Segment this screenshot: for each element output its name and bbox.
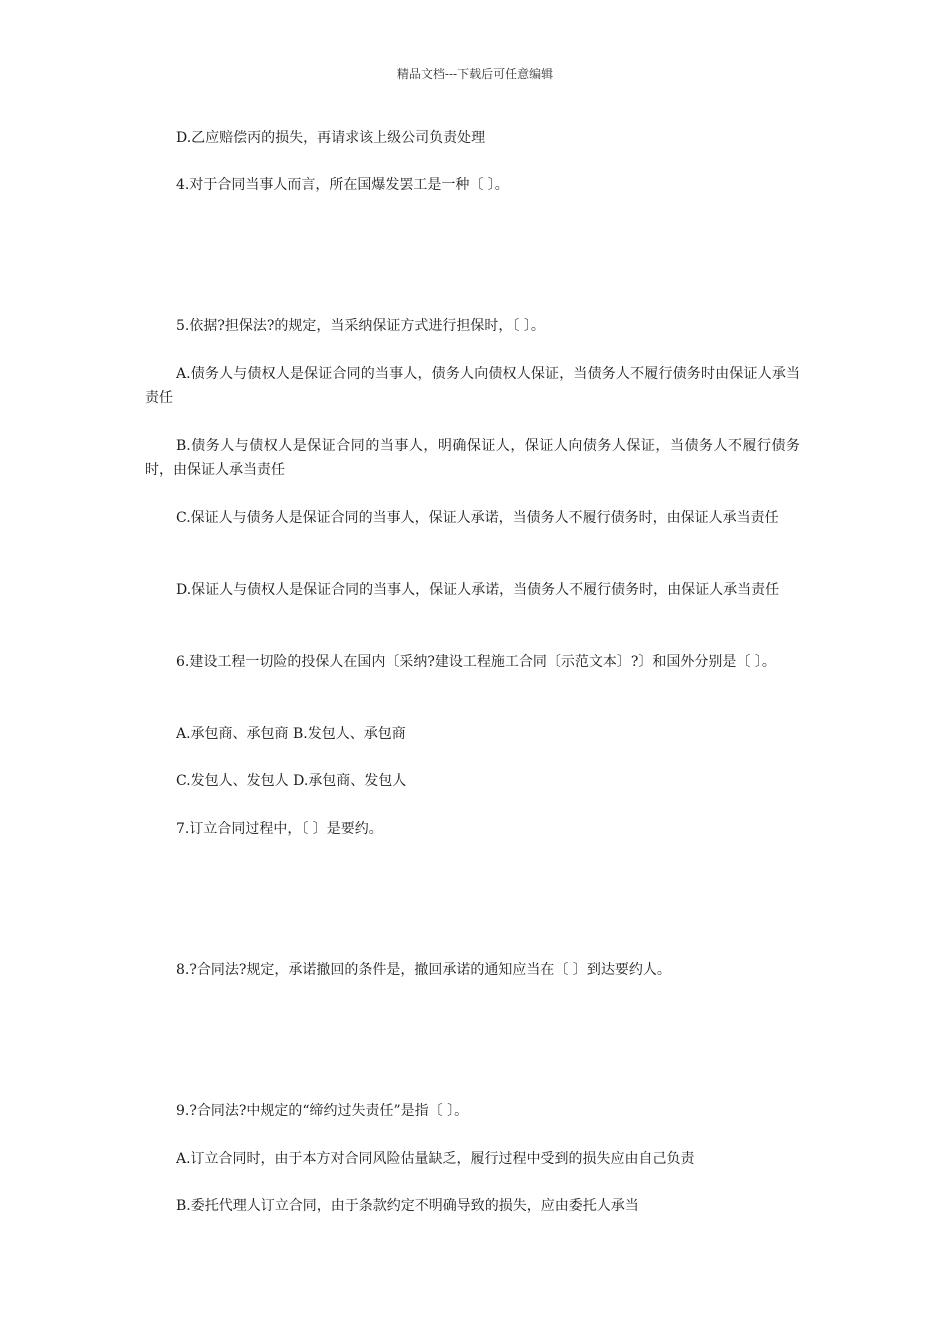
question-6: 6.建设工程一切险的投保人在国内〔采纳?建设工程施工合同〔示范文本〕?〕和国外分别是〔 〕。 [176,654,776,670]
option-c-q5: C.保证人与债务人是保证合同的当事人，保证人承诺，当债务人不履行债务时，由保证人承当责任 [176,510,779,526]
question-4: 4.对于合同当事人而言，所在国爆发罢工是一种〔 〕。 [176,177,509,193]
option-d-q5: D.保证人与债权人是保证合同的当事人，保证人承诺，当债务人不履行债务时，由保证人承当责任 [176,582,780,598]
option-a-q5: A.债务人与债权人是保证合同的当事人，债务人向债权人保证，当债务人不履行债务时由保证人承当责任 [145,366,800,406]
option-b-q5: B.债务人与债权人是保证合同的当事人，明确保证人，保证人向债务人保证，当债务人不履行债务时，由保证人承当责任 [145,438,800,478]
question-8: 8.?合同法?规定，承诺撤回的条件是，撤回承诺的通知应当在〔 〕到达要约人。 [176,962,671,978]
question-9: 9.?合同法?中规定的“缔约过失责任”是指〔 〕。 [176,1103,469,1119]
options-cd-q6: C.发包人、发包人 D.承包商、发包人 [176,773,407,789]
options-ab-q6: A.承包商、承包商 B.发包人、承包商 [176,726,406,742]
question-5: 5.依据?担保法?的规定，当采纳保证方式进行担保时，〔 〕。 [176,318,545,334]
option-b-q9: B.委托代理人订立合同，由于条款约定不明确导致的损失，应由委托人承当 [176,1198,639,1214]
option-d-q3: D.乙应赔偿丙的损失，再请求该上级公司负责处理 [176,130,486,146]
question-7: 7.订立合同过程中，〔 〕是要约。 [176,821,383,837]
option-a-q9: A.订立合同时，由于本方对合同风险估量缺乏，履行过程中受到的损失应由自己负责 [176,1151,695,1167]
page-header: 精品文档---下载后可任意编辑 [396,67,554,81]
